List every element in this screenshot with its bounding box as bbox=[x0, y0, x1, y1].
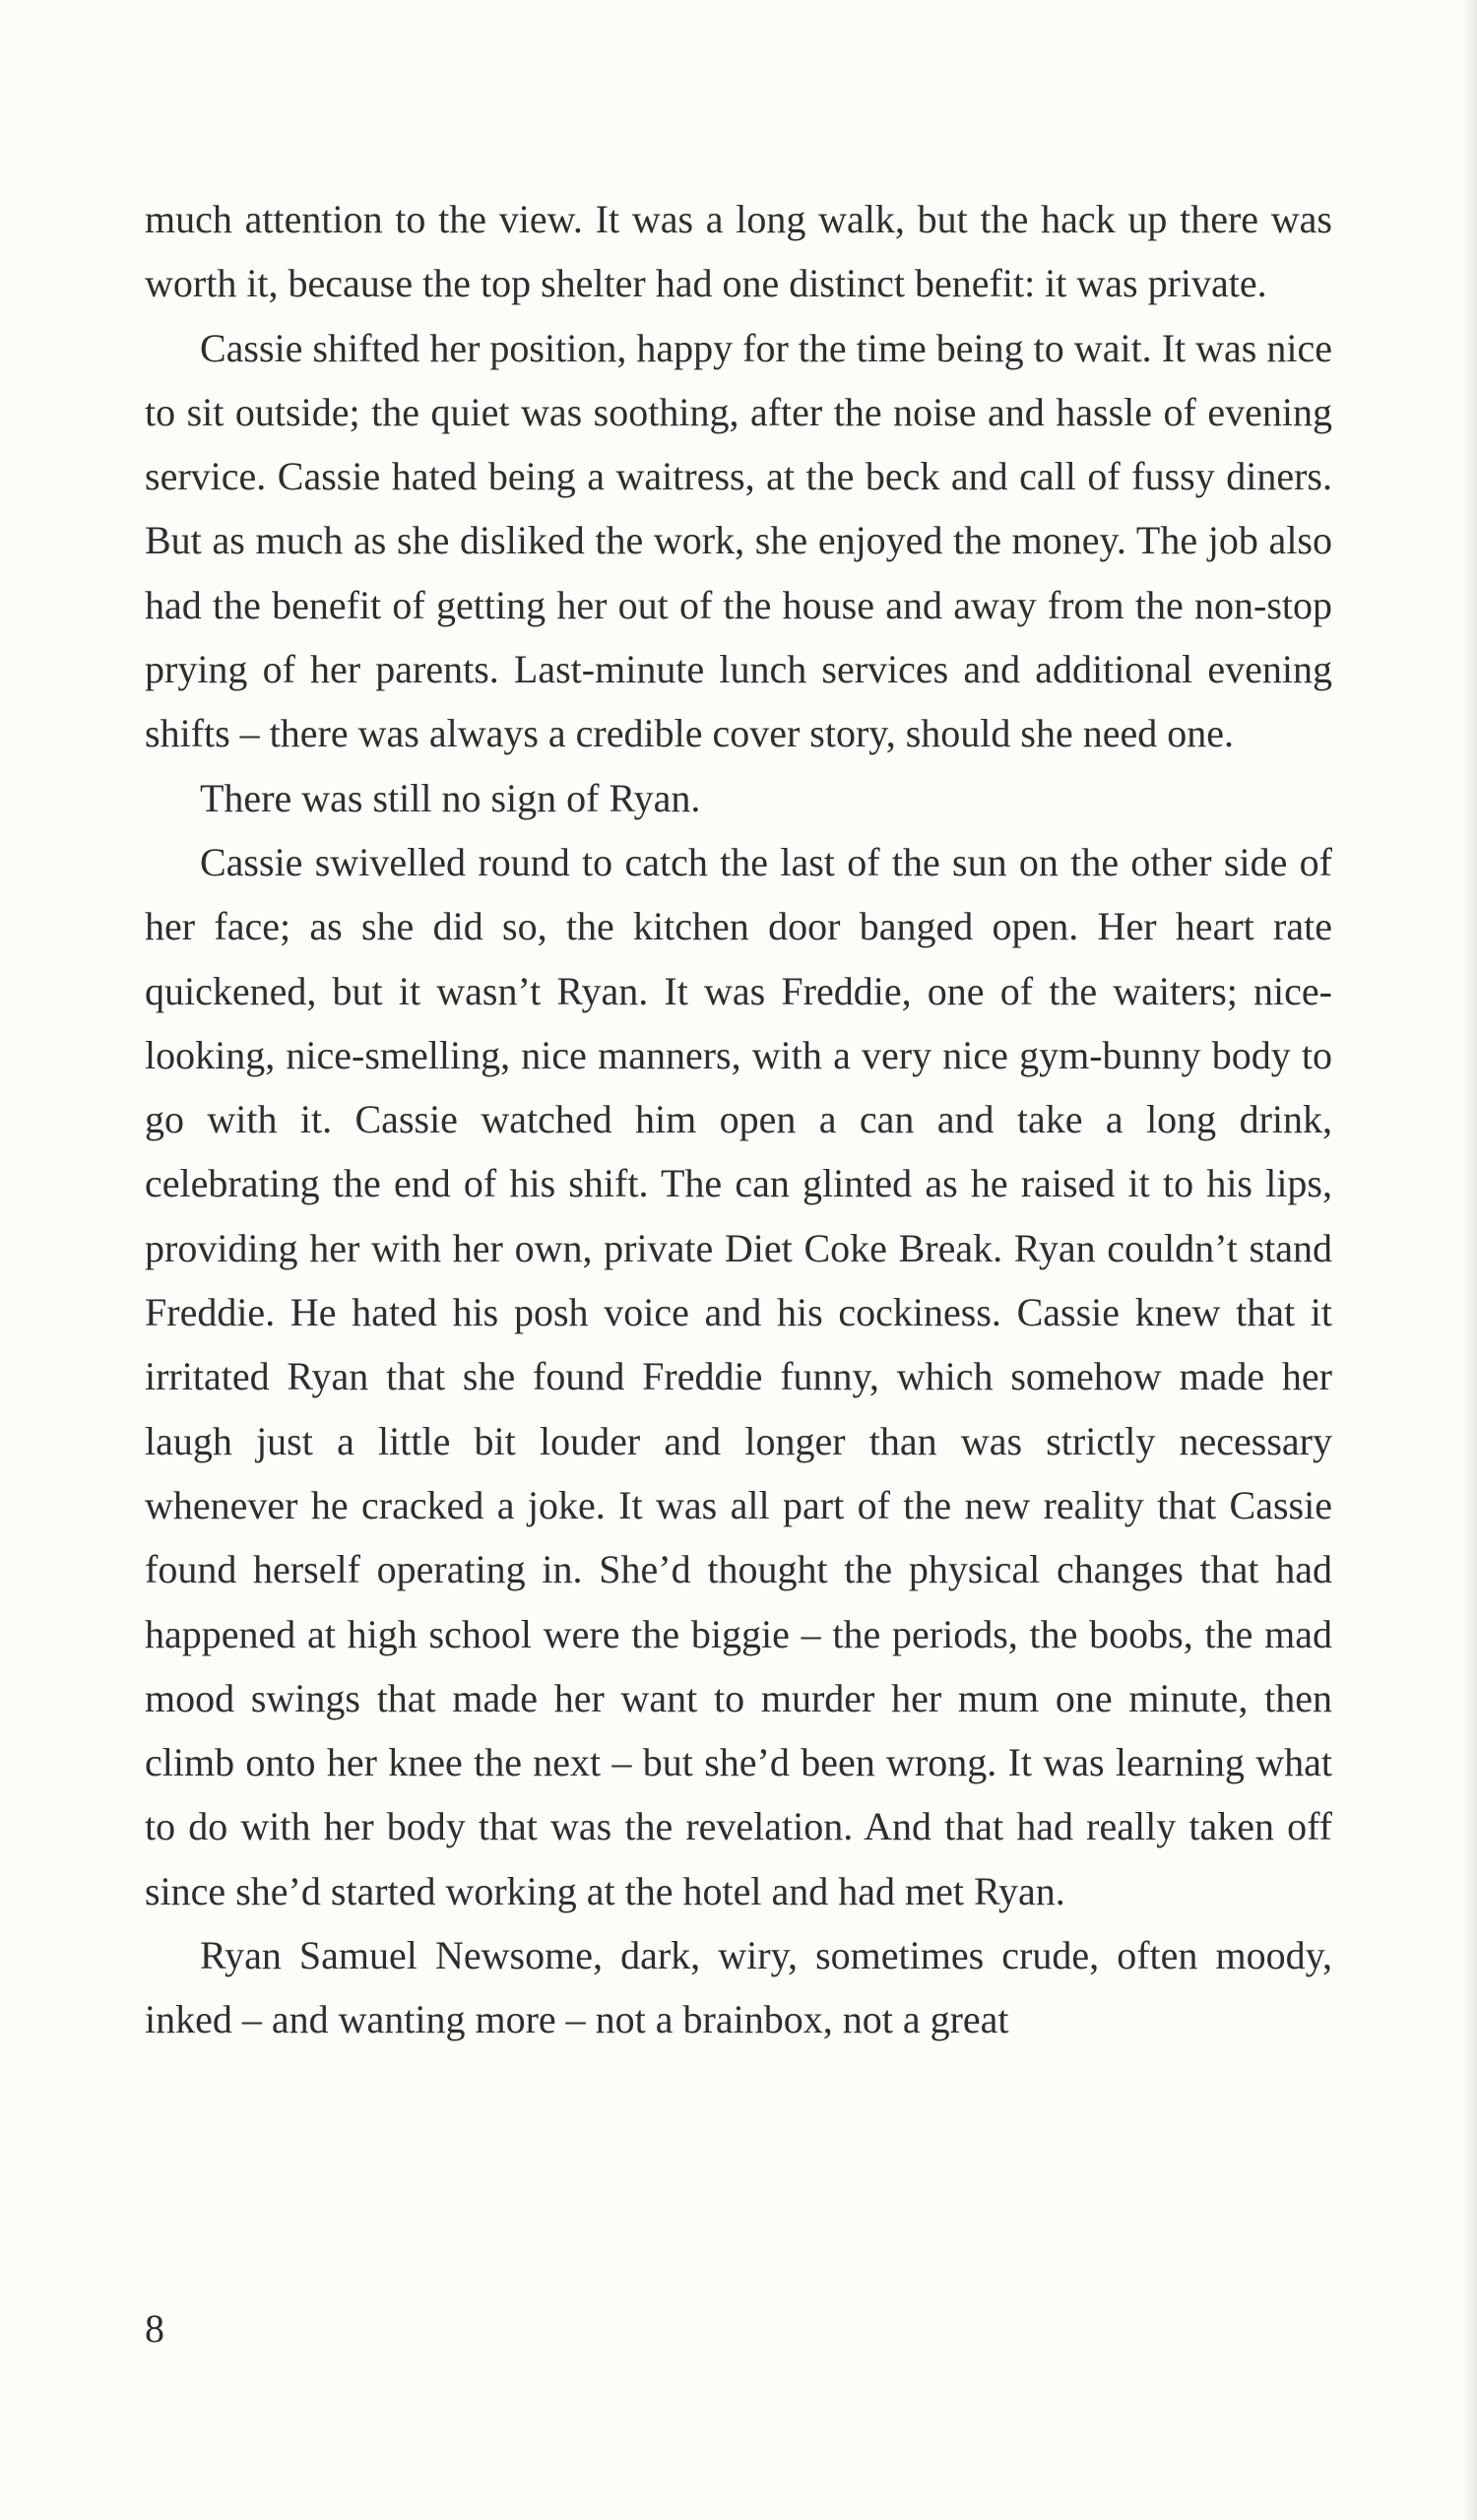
page-number: 8 bbox=[145, 2306, 164, 2351]
body-text bbox=[145, 187, 1332, 2052]
paragraph-continued: much attention to the view. It was a long walk, but the hack up there was worth it, because the top shelter had one distinct benefit: it was private. bbox=[145, 197, 1332, 306]
page-edge-shadow bbox=[1463, 0, 1477, 2520]
paragraph: Cassie swivelled round to catch the last of the sun on the other side of her face; as she did so, the kitchen door banged open. Her heart rate quickened, but it wasn’t Ryan. It was Freddie, one of the waiters; nice-looking, nice-smelling, nice manners, with a very nice gym-bunny body to go with it. Cassie watched him open a can and take a long drink, celebrating the end of his shift. The can glinted as he raised it to his lips, providing her with her own, private Diet Coke Break. Ryan couldn’t stand Freddie. He hated his posh voice and his cockiness. Cassie knew that it irritated Ryan that she found Freddie funny, which somehow made her laugh just a little bit louder and longer than was strictly necessary whenever he cracked a joke. It was all part of the new reality that Cassie found herself operating in. She’d thought the physical changes that had happened at high school were the biggie – the periods, the boobs, the mad mood swings that made her want to murder her mum one minute, then climb onto her knee the next – but she’d been wrong. It was learning what to do with her body that was the revelation. And that had really taken off since she’d started working at the hotel and had met Ryan. bbox=[145, 839, 1332, 1913]
paragraph: There was still no sign of Ryan. bbox=[200, 775, 701, 820]
paragraph: Ryan Samuel Newsome, dark, wiry, sometimes crude, often moody, inked – and wanting more – not a brainbox, not a great bbox=[145, 1933, 1332, 2042]
paragraph: Cassie shifted her position, happy for the time being to wait. It was nice to sit outside; the quiet was soothing, after the noise and hassle of evening service. Cassie hated being a waitress, at the beck and call of fussy diners. But as much as she disliked the work, she enjoyed the money. The job also had the benefit of getting her out of the house and away from the non-stop prying of her parents. Last-minute lunch services and additional evening shifts – there was always a credible cover story, should she need one. bbox=[145, 325, 1332, 756]
